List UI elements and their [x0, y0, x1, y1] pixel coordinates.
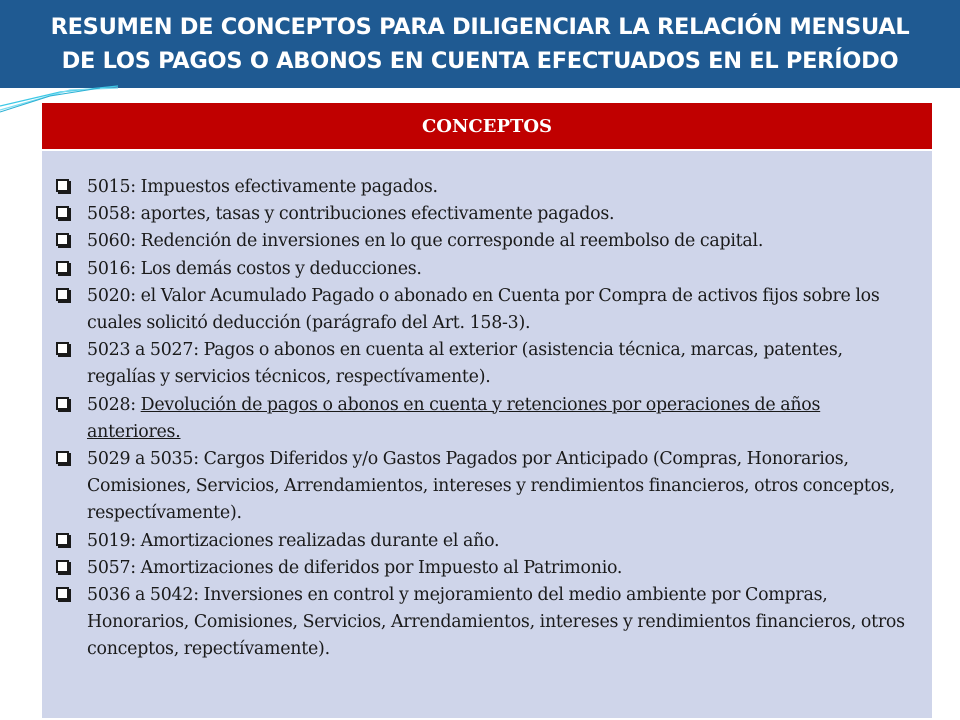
- list-item: [56, 582, 916, 664]
- list-item: [56, 256, 916, 283]
- list-item-text: 5015: Impuestos efectivamente pagados.: [87, 177, 438, 197]
- list-item-underlined-text: Devolución de pagos o abonos en cuenta y retenciones por operaciones de años anteriores.: [87, 394, 821, 442]
- list-item: [56, 174, 916, 201]
- checkbox-square-icon: [56, 179, 69, 192]
- list-item: [56, 337, 916, 391]
- list-item-text: 5029 a 5035: Cargos Diferidos y/o Gastos Pagados por Anticipado (Compras, Honorarios, Comisiones, Servicios, Arrendamientos, intereses y rendimientos financieros, otros conceptos, respectívamente).: [87, 449, 895, 524]
- checkbox-square-icon: [56, 261, 69, 274]
- slide-title: [0, 0, 960, 88]
- slide-title-line-1: RESUMEN DE CONCEPTOS PARA DILIGENCIAR LA RELACIÓN MENSUAL: [50, 14, 910, 40]
- checkbox-square-icon: [56, 560, 69, 573]
- concepts-table-header: [42, 103, 932, 149]
- list-item-text: 5023 a 5027: Pagos o abonos en cuenta al exterior (asistencia técnica, marcas, patentes, regalías y servicios técnicos, respectívamente).: [87, 340, 843, 388]
- concepts-header-label: CONCEPTOS: [421, 115, 553, 137]
- list-item-text: 5019: Amortizaciones realizadas durante el año.: [87, 530, 500, 551]
- checkbox-square-icon: [56, 397, 69, 410]
- list-item-text: 5060: Redención de inversiones en lo que corresponde al reembolso de capital.: [87, 231, 764, 252]
- list-item-text: 5057: Amortizaciones de diferidos por Impuesto al Patrimonio.: [87, 557, 623, 578]
- checkbox-square-icon: [56, 342, 69, 355]
- list-item: [56, 228, 916, 255]
- checkbox-square-icon: [56, 451, 69, 464]
- checkbox-square-icon: [56, 233, 69, 246]
- list-item-code: 5028:: [87, 394, 141, 415]
- list-item: [56, 201, 916, 228]
- list-item: [56, 528, 916, 555]
- list-item-text: 5016: Los demás costos y deducciones.: [87, 258, 422, 279]
- list-item-text: 5058: aportes, tasas y contribuciones efectivamente pagados.: [87, 204, 615, 225]
- list-item: [56, 392, 916, 446]
- list-item: [56, 283, 916, 337]
- list-item: [56, 555, 916, 582]
- concepts-list: [42, 151, 932, 718]
- checkbox-square-icon: [56, 288, 69, 301]
- checkbox-square-icon: [56, 533, 69, 546]
- checkbox-square-icon: [56, 206, 69, 219]
- list-item-text: 5020: el Valor Acumulado Pagado o abonado en Cuenta por Compra de activos fijos sobre los cuales solicitó deducción (parágrafo del Art. 158-3).: [87, 285, 880, 334]
- list-item-text: [87, 392, 916, 446]
- list-item: [56, 446, 916, 528]
- list-item-text: 5036 a 5042: Inversiones en control y mejoramiento del medio ambiente por Compras, Honorarios, Comisiones, Servicios, Arrendamientos, intereses y rendimientos financieros, otros conceptos, repectívamente).: [87, 585, 905, 660]
- slide-title-line-2: DE LOS PAGOS O ABONOS EN CUENTA EFECTUADOS EN EL PERÍODO: [61, 48, 899, 74]
- checkbox-square-icon: [56, 587, 69, 600]
